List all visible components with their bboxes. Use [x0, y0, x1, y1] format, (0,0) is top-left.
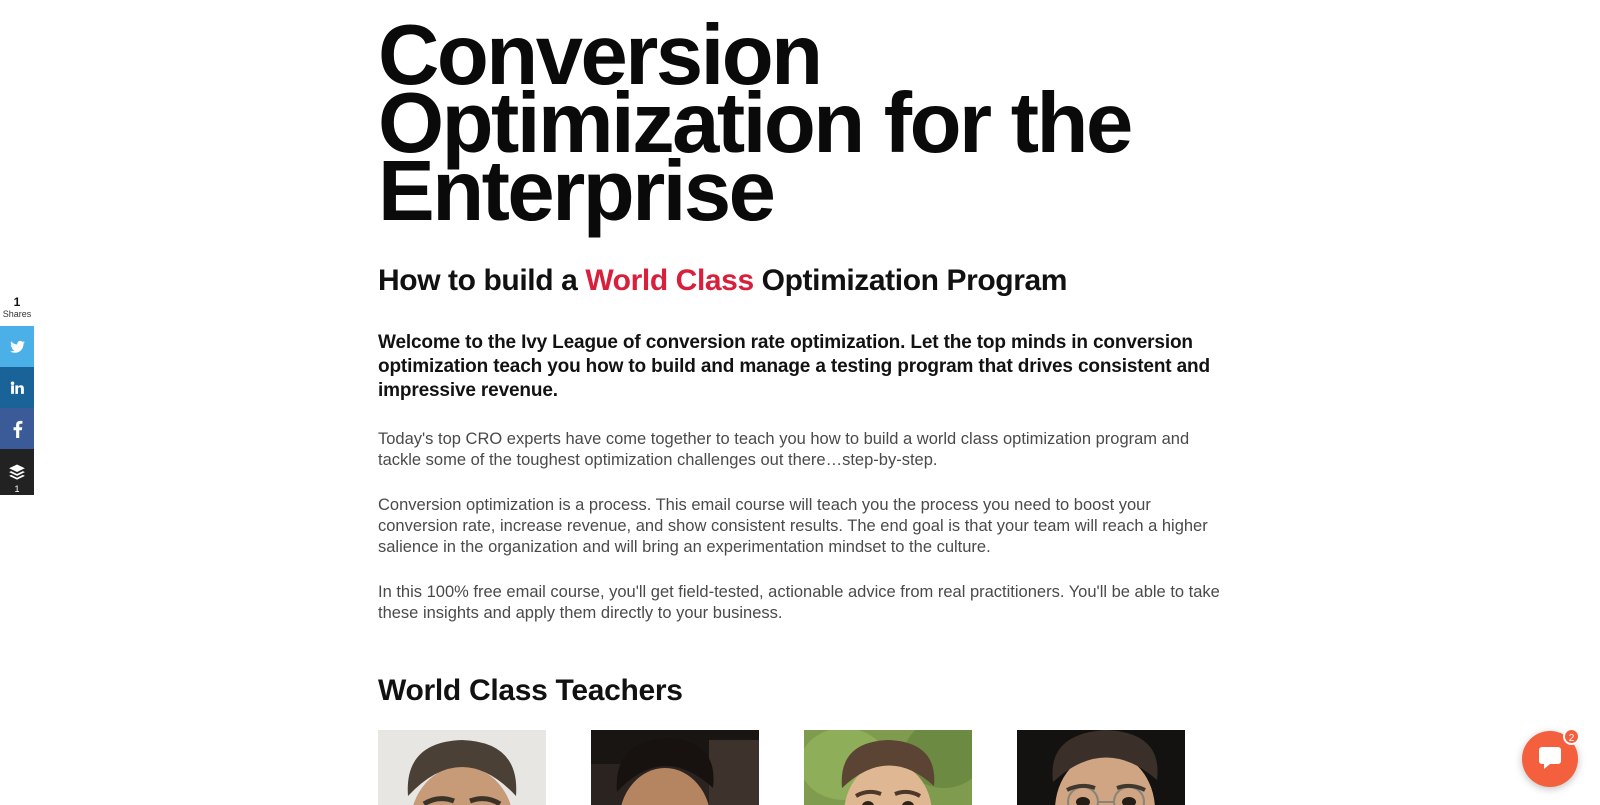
teachers-gallery: [378, 730, 1238, 805]
page-title: Conversion Optimization for the Enterprise: [378, 8, 1131, 239]
intercom-unread-badge: 2: [1563, 728, 1580, 745]
share-button-buffer[interactable]: [0, 449, 34, 495]
portrait-image-3: [804, 730, 972, 805]
portrait-image-4: [1017, 730, 1185, 805]
body-paragraph-1: Today's top CRO experts have come together to teach you how to build a world class optimization program and tackle some of the toughest optimization challenges out there…step-by-step.: [378, 430, 1190, 469]
social-share-rail: [0, 296, 34, 495]
teachers-section-title: World Class Teachers: [378, 674, 683, 707]
share-button-twitter[interactable]: [0, 326, 34, 367]
share-total-label: Shares: [2, 309, 32, 319]
share-button-linkedin[interactable]: [0, 367, 34, 408]
lede-paragraph: Welcome to the Ivy League of conversion rate optimization. Let the top minds in conversion optimization teach you how to build and manage a testing program that drives consistent and impressive revenue.: [378, 332, 1210, 401]
teacher-photo-1: [378, 730, 546, 805]
buffer-icon: [8, 463, 26, 481]
share-button-facebook[interactable]: [0, 408, 34, 449]
page-subtitle: [378, 264, 1238, 298]
teacher-photo-2: [591, 730, 759, 805]
chat-bubble-icon: [1536, 743, 1564, 776]
teacher-photo-4: [1017, 730, 1185, 805]
teacher-photo-3: [804, 730, 972, 805]
linkedin-icon: [9, 379, 26, 396]
subtitle-part-1: How to build a: [378, 264, 586, 297]
portrait-image-2: [591, 730, 759, 805]
main-content: [378, 0, 1238, 805]
body-paragraph-3: In this 100% free email course, you'll get field-tested, actionable advice from real practitioners. You'll be able to take these insights and apply them directly to your business.: [378, 583, 1220, 622]
buffer-count: 1: [14, 484, 20, 494]
subtitle-accent: World Class: [585, 264, 754, 297]
twitter-icon: [8, 339, 27, 355]
facebook-icon: [12, 419, 23, 438]
subtitle-part-2: Optimization Program: [753, 264, 1068, 297]
share-total-count: 1: [13, 295, 21, 309]
body-paragraph-2: Conversion optimization is a process. This email course will teach you the process you need to boost your conversion rate, increase revenue, and show consistent results. The end goal is that your team will reach a higher salience in the organization and will bring an experimentation mindset to the culture.: [378, 496, 1208, 556]
intercom-launcher-button[interactable]: [1522, 731, 1578, 787]
portrait-image-1: [378, 730, 546, 805]
